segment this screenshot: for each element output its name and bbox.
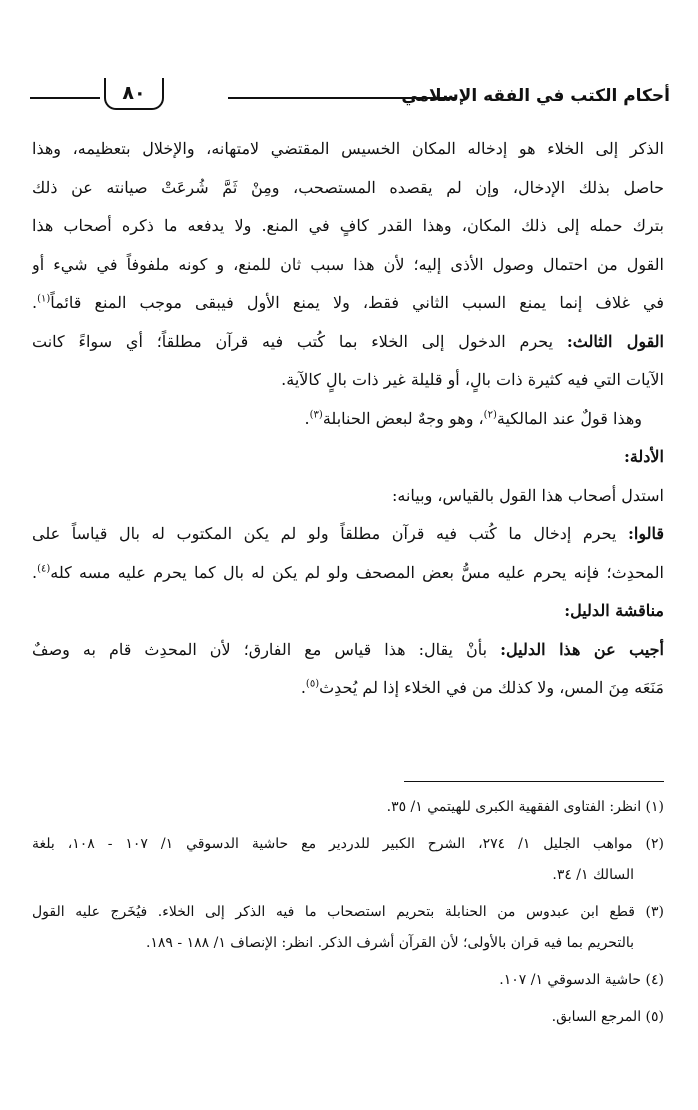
- line-text: .: [32, 293, 38, 312]
- line-text: بأنْ يقال: هذا قياس مع الفارق؛ لأن المحدِث قام به وصفٌ: [32, 639, 501, 659]
- footnote: [32, 792, 664, 823]
- footnote: [32, 829, 664, 891]
- book-title: أحكام الكتب في الفقه الإسلامي: [401, 86, 670, 106]
- line-text: يحرم إدخال ما كُتب فيه قرآن مطلقاً ولو لم يكن المكتوب له بال قياساً على: [32, 524, 628, 543]
- footnote-ref: (٤): [37, 563, 51, 575]
- text-line: [32, 631, 664, 670]
- header-rule-left: [30, 97, 100, 99]
- page-number: ٨٠: [104, 78, 164, 110]
- line-text: ، وهو وجهٌ لبعض الحنابلة: [322, 408, 484, 428]
- footnote-ref: (٢): [483, 409, 497, 421]
- running-header: [30, 78, 670, 122]
- line-text: .: [300, 678, 306, 697]
- text-line: [32, 515, 664, 554]
- text-line: [32, 438, 664, 477]
- text-line: [32, 169, 664, 208]
- footnote-line: بالتحريم بما فيه قران بالأولى؛ لأن القرآن أشرف الذكر. انظر: الإنصاف ١/ ١٨٨ - ١٨٩.: [145, 935, 634, 951]
- footnote: [32, 897, 664, 959]
- footnote-line: (٣) قطع ابن عبدوس من الحنابلة بتحريم استصحاب ما فيه الذكر إلى الخلاء. فيُخَرج عليه القول: [32, 904, 664, 920]
- footnote-ref: (٣): [309, 409, 323, 421]
- text-line: [32, 477, 664, 516]
- line-text: في غلاف إنما يمنع السبب الثاني فقط، ولا يمنع الأول فيبقى موجب المنع قائماً: [50, 293, 664, 312]
- header-rule-right: [228, 97, 456, 99]
- text-line: [32, 361, 664, 400]
- footnote-line: السالك ١/ ٣٤.: [552, 867, 634, 883]
- text-line: [32, 669, 664, 708]
- line-text: بترك حمله إلى ذلك المكان، وهذا القدر كافٍ في المنع. ولا يدفعه ما ذكره أصحاب هذا: [32, 216, 664, 235]
- text-line: [32, 207, 664, 246]
- line-text: الآيات التي فيه كثيرة ذات بالٍ، أو قليلة غير ذات بالٍ كالآية.: [281, 370, 664, 389]
- footnote-ref: (١): [37, 293, 51, 305]
- section-heading: قالوا:: [627, 524, 664, 543]
- text-line: [32, 592, 664, 631]
- footnote-line: (٥) المرجع السابق.: [551, 1009, 664, 1025]
- footnote-separator: [404, 781, 664, 782]
- line-text: يحرم الدخول إلى الخلاء بما كُتب فيه قرآن مطلقاً؛ أي سواءً كانت: [32, 331, 567, 351]
- footnote-line: (٢) مواهب الجليل ١/ ٢٧٤، الشرح الكبير للدردير مع حاشية الدسوقي ١/ ١٠٧ - ١٠٨، بلغة: [32, 836, 664, 852]
- text-line: [32, 323, 664, 362]
- main-text: [32, 130, 664, 708]
- text-line: [32, 284, 664, 323]
- section-heading: مناقشة الدليل:: [564, 601, 664, 620]
- text-line: [32, 400, 664, 439]
- footnote: [32, 965, 664, 996]
- line-text: وهذا قولٌ عند المالكية: [496, 408, 642, 428]
- line-text: مَنَعَه مِنَ المس، ولا كذلك من في الخلاء إذا لم يُحدِث: [319, 678, 664, 697]
- line-text: استدل أصحاب هذا القول بالقياس، وبيانه:: [391, 485, 664, 505]
- text-line: [32, 130, 664, 169]
- line-text: .: [304, 408, 310, 428]
- section-heading: القول الثالث:: [566, 331, 664, 351]
- line-text: .: [32, 562, 38, 582]
- text-line: [32, 246, 664, 285]
- text-line: [32, 554, 664, 593]
- line-text: القول من احتمال وصول الأذى إليه؛ لأن هذا سبب ثان للمنع، و كونه ملفوفاً في شيء أو: [32, 254, 664, 274]
- section-heading: الأدلة:: [623, 447, 664, 466]
- footnotes: [32, 792, 664, 1039]
- line-text: حاصل بذلك الإدخال، وإن لم يقصده المستصحب، ومِنْ ثَمَّ شُرعَتْ صيانته عن ذلك: [32, 177, 664, 197]
- footnote: [32, 1002, 664, 1033]
- line-text: الذكر إلى الخلاء هو إدخاله المكان الخسيس المقتضي لامتهانه، والإخلال بتعظيمه، وهذا: [32, 139, 664, 158]
- section-heading: أجيب عن هذا الدليل:: [500, 639, 664, 659]
- footnote-line: (١) انظر: الفتاوى الفقهية الكبرى للهيتمي ١/ ٣٥.: [386, 799, 664, 815]
- line-text: المحدِث؛ فإنه يحرم عليه مسُّ بعض المصحف ولو لم يكن له بال كما يحرم عليه مسه كله: [50, 562, 664, 582]
- footnote-ref: (٥): [305, 678, 320, 690]
- footnote-line: (٤) حاشية الدسوقي ١/ ١٠٧.: [499, 972, 664, 988]
